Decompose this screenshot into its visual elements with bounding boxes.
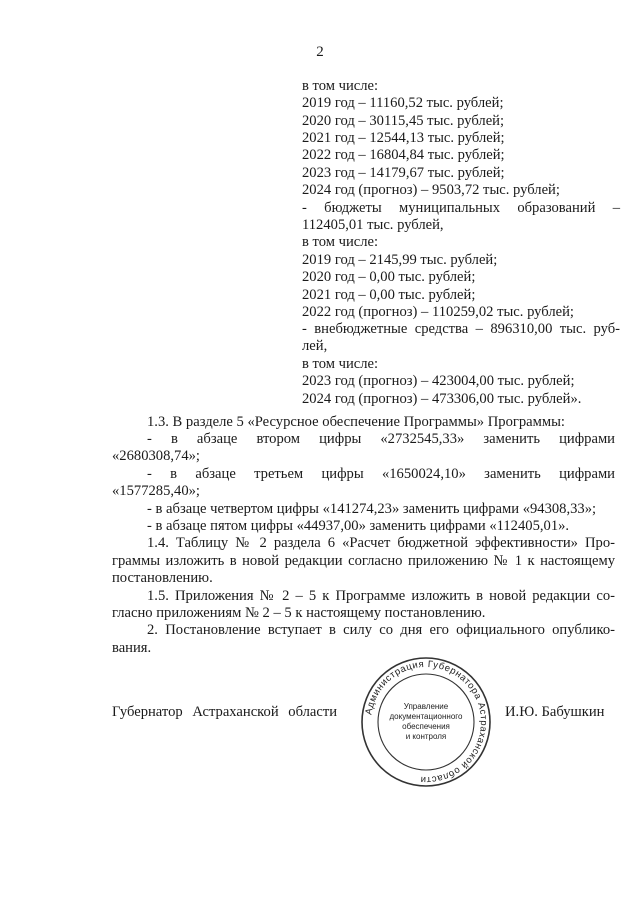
funding-intro: в том числе: bbox=[302, 78, 379, 94]
paragraph-1-4-cont: граммы изложить в новой редакции согласно приложению № 1 к настоящему bbox=[112, 553, 615, 569]
funding-line-2019: 2019 год – 11160,52 тыс. рублей; bbox=[302, 95, 504, 111]
paragraph-1-5-cont: гласно приложениям № 2 – 5 к настоящему постановлению. bbox=[112, 605, 486, 621]
funding-line-2020: 2020 год – 30115,45 тыс. рублей; bbox=[302, 113, 505, 129]
municipal-budgets-line: - бюджеты муниципальных образований – bbox=[302, 200, 620, 216]
paragraph-2-cont: вания. bbox=[112, 640, 152, 656]
stamp-ring-text: Администрация Губернатора Астраханской области bbox=[363, 658, 490, 786]
stamp-center-line-4: и контроля bbox=[405, 732, 447, 741]
paragraph-1-3-item-d: - в абзаце пятом цифры «44937,00» заменить цифрами «112405,01». bbox=[147, 518, 570, 534]
municipal-budgets-total: 112405,01 тыс. рублей, bbox=[302, 217, 444, 233]
paragraph-1-5: 1.5. Приложения № 2 – 5 к Программе изложить в новой редакции со- bbox=[147, 588, 615, 604]
offbudget-line: - внебюджетные средства – 896310,00 тыс. руб- bbox=[302, 321, 620, 337]
offbudget-line-cont: лей, bbox=[302, 338, 328, 354]
paragraph-2: 2. Постановление вступает в силу со дня его официального опублико- bbox=[147, 622, 615, 638]
municipal-line-2019: 2019 год – 2145,99 тыс. рублей; bbox=[302, 252, 498, 268]
municipal-line-2021: 2021 год – 0,00 тыс. рублей; bbox=[302, 287, 476, 303]
paragraph-1-3-item-a-cont: «2680308,74»; bbox=[112, 448, 200, 464]
municipal-line-2020: 2020 год – 0,00 тыс. рублей; bbox=[302, 269, 476, 285]
official-stamp bbox=[359, 655, 493, 789]
paragraph-1-3-item-b: - в абзаце третьем цифры «1650024,10» заменить цифрами bbox=[147, 466, 615, 482]
municipal-intro: в том числе: bbox=[302, 234, 379, 250]
offbudget-intro: в том числе: bbox=[302, 356, 379, 372]
paragraph-1-3-item-a: - в абзаце втором цифры «2732545,33» заменить цифрами bbox=[147, 431, 615, 447]
page-number: 2 bbox=[316, 44, 324, 60]
stamp-seal-graphic bbox=[359, 655, 493, 789]
paragraph-1-3: 1.3. В разделе 5 «Ресурсное обеспечение Программы» Программы: bbox=[147, 414, 565, 430]
offbudget-line-2024: 2024 год (прогноз) – 473306,00 тыс. рублей». bbox=[302, 391, 582, 407]
paragraph-1-4: 1.4. Таблицу № 2 раздела 6 «Расчет бюджетной эффективности» Про- bbox=[147, 535, 615, 551]
stamp-center-line-1: Управление bbox=[403, 702, 449, 711]
offbudget-line-2023: 2023 год (прогноз) – 423004,00 тыс. рублей; bbox=[302, 373, 575, 389]
signatory-name: И.Ю. Бабушкин bbox=[505, 704, 605, 720]
funding-line-2022: 2022 год – 16804,84 тыс. рублей; bbox=[302, 147, 505, 163]
funding-line-2024: 2024 год (прогноз) – 9503,72 тыс. рублей; bbox=[302, 182, 560, 198]
paragraph-1-4-end: постановлению. bbox=[112, 570, 213, 586]
stamp-center-line-2: документационного bbox=[389, 712, 463, 721]
stamp-center-line-3: обеспечения bbox=[402, 722, 450, 731]
signatory-position: Губернатор Астраханской области bbox=[112, 704, 338, 720]
paragraph-1-3-item-b-cont: «1577285,40»; bbox=[112, 483, 200, 499]
funding-line-2021: 2021 год – 12544,13 тыс. рублей; bbox=[302, 130, 505, 146]
municipal-line-2022: 2022 год (прогноз) – 110259,02 тыс. рублей; bbox=[302, 304, 574, 320]
paragraph-1-3-item-c: - в абзаце четвертом цифры «141274,23» заменить цифрами «94308,33»; bbox=[147, 501, 597, 517]
funding-line-2023: 2023 год – 14179,67 тыс. рублей; bbox=[302, 165, 505, 181]
